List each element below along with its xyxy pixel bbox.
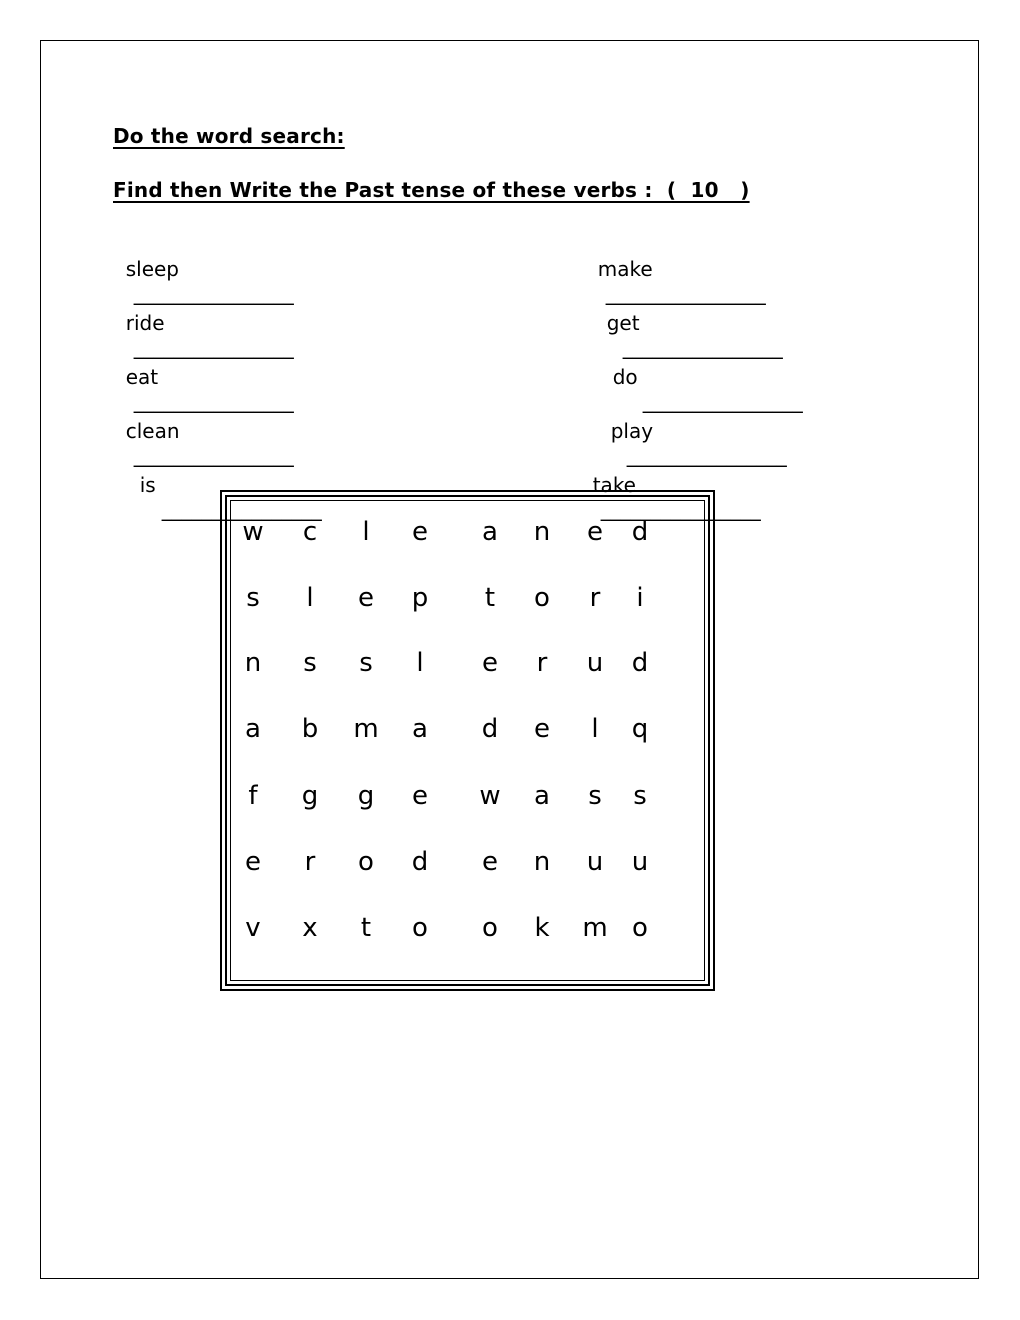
grid-letter[interactable]: g [357,781,375,811]
verb-label: get [606,311,640,335]
instruction: Find then Write the Past tense of these verbs : ( 10 ) [113,178,750,202]
grid-letter[interactable]: d [481,714,499,744]
grid-letter[interactable]: o [632,913,648,943]
grid-letter[interactable]: g [301,781,319,811]
grid-letter[interactable]: a [482,517,498,547]
grid-letter[interactable]: r [304,847,316,877]
grid-letter[interactable]: e [534,714,550,744]
verb-label: make [597,257,653,281]
grid-letter[interactable]: k [534,913,550,943]
grid-letter[interactable]: u [586,648,604,678]
answer-blank[interactable]: ________________ [600,497,761,521]
grid-letter[interactable]: x [302,913,318,943]
grid-letter[interactable]: p [411,583,429,613]
grid-letter[interactable]: r [536,648,548,678]
answer-blank[interactable]: ________________ [626,443,787,467]
grid-letter[interactable]: s [588,781,602,811]
grid-letter[interactable]: l [416,648,424,678]
grid-letter[interactable]: e [482,847,498,877]
grid-letter[interactable]: b [301,714,319,744]
grid-letter[interactable]: w [479,781,501,811]
grid-letter[interactable]: e [245,847,261,877]
grid-letter[interactable]: e [587,517,603,547]
grid-letter[interactable]: e [412,781,428,811]
verb-label: clean [125,419,180,443]
answer-blank[interactable]: ________________ [133,281,294,305]
grid-letter[interactable]: r [589,583,601,613]
grid-letter[interactable]: a [245,714,261,744]
grid-letter[interactable]: s [246,583,260,613]
grid-letter[interactable]: a [412,714,428,744]
verb-label: is [139,473,156,497]
grid-letter[interactable]: d [631,517,649,547]
verb-label: ride [125,311,165,335]
grid-letter[interactable]: o [358,847,374,877]
grid-letter[interactable]: s [633,781,647,811]
grid-letter[interactable]: e [412,517,428,547]
answer-blank[interactable]: ________________ [133,335,294,359]
answer-blank[interactable]: ________________ [622,335,783,359]
word-search-grid [220,490,715,991]
page-title: Do the word search: [113,124,345,148]
verb-label: eat [125,365,159,389]
grid-letter[interactable]: t [484,583,496,613]
answer-blank[interactable]: ________________ [605,281,766,305]
grid-letter[interactable]: o [412,913,428,943]
grid-letter[interactable]: u [586,847,604,877]
verb-label: sleep [125,257,179,281]
answer-blank[interactable]: ________________ [161,497,322,521]
answer-blank[interactable]: ________________ [642,389,803,413]
grid-letter[interactable]: m [353,714,379,744]
grid-letter[interactable]: d [631,648,649,678]
grid-letter[interactable]: v [245,913,261,943]
grid-letter[interactable]: l [591,714,599,744]
grid-letter[interactable]: o [482,913,498,943]
grid-letter[interactable]: l [362,517,370,547]
grid-letter[interactable]: a [534,781,550,811]
grid-letter[interactable]: i [636,583,644,613]
grid-letter[interactable]: u [631,847,649,877]
verb-label: play [610,419,654,443]
grid-letter[interactable]: m [582,913,608,943]
grid-letter[interactable]: t [360,913,372,943]
answer-blank[interactable]: ________________ [133,389,294,413]
grid-letter[interactable]: s [303,648,317,678]
grid-letter[interactable]: q [631,714,649,744]
grid-letter[interactable]: f [248,781,258,811]
grid-letter[interactable]: o [534,583,550,613]
answer-blank[interactable]: ________________ [133,443,294,467]
grid-letter[interactable]: d [411,847,429,877]
grid-letter[interactable]: s [359,648,373,678]
grid-letter[interactable]: n [533,517,551,547]
verb-label: do [612,365,638,389]
grid-letter[interactable]: c [302,517,318,547]
grid-letter[interactable]: w [242,517,264,547]
grid-letter[interactable]: l [306,583,314,613]
verb-label: take [592,473,636,497]
grid-letter[interactable]: n [533,847,551,877]
grid-letter[interactable]: e [358,583,374,613]
grid-letter[interactable]: e [482,648,498,678]
grid-letter[interactable]: n [244,648,262,678]
